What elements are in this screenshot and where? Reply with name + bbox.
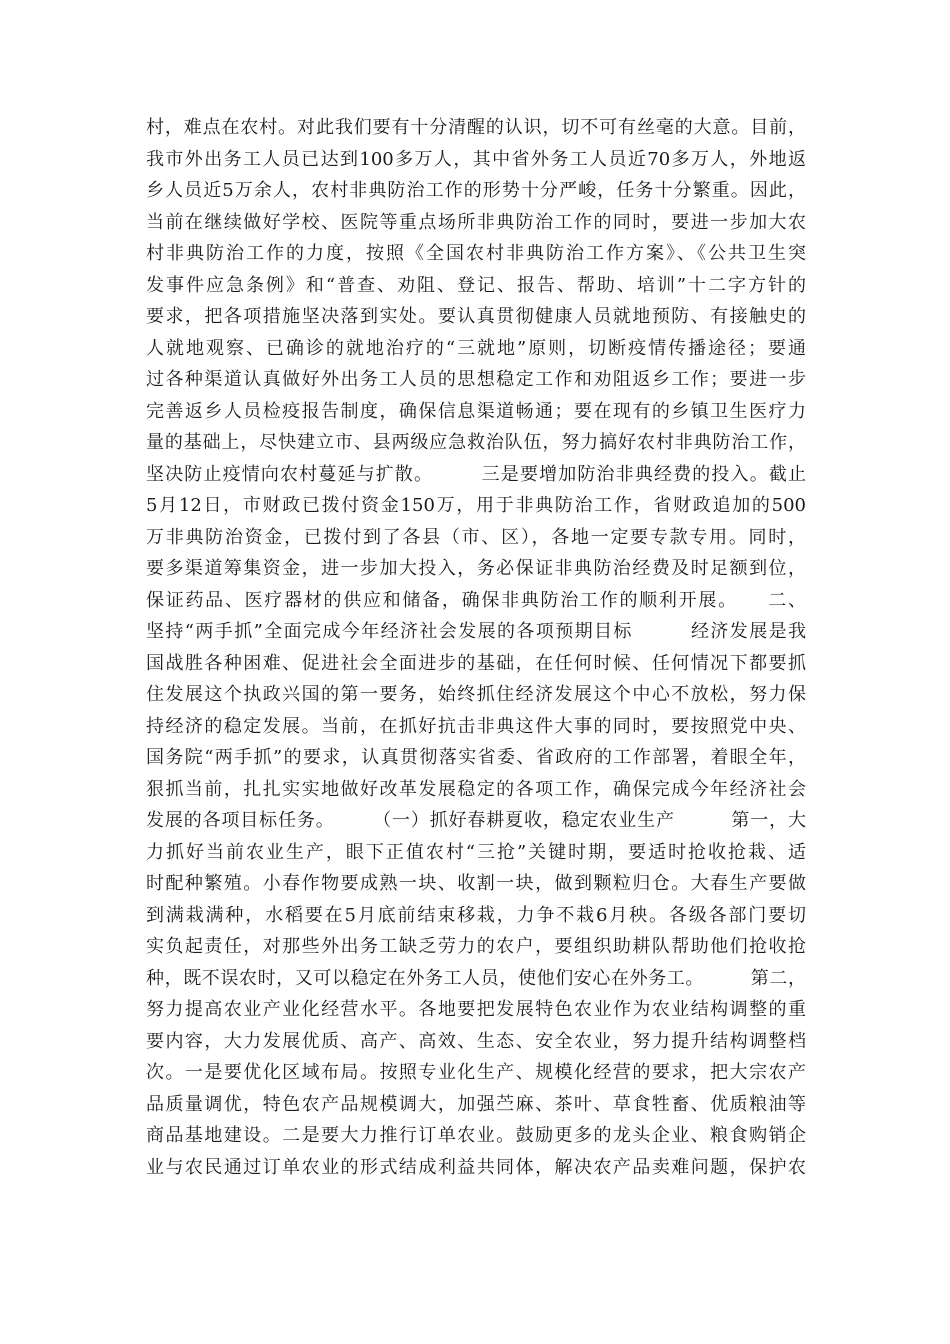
text-line: 乡人员近5万余人，农村非典防治工作的形势十分严峻，任务十分繁重。因此， [146,180,806,201]
text-line: 村，难点在农村。对此我们要有十分清醒的认识，切不可有丝毫的大意。目前， [146,117,806,138]
text-line: 村非典防治工作的力度，按照《全国农村非典防治工作方案》、《公共卫生突 [146,243,806,264]
text-line: 要内容，大力发展优质、高产、高效、生态、安全农业，努力提升结构调整档 [146,1030,806,1052]
text-line: 实负起责任，对那些外出务工缺乏劳力的农户，要组织助耕队帮助他们抢收抢 [146,936,806,957]
text-line: 业与农民通过订单农业的形式结成利益共同体，解决农产品卖难问题，保护农 [146,1156,806,1178]
text-line: 量的基础上，尽快建立市、县两级应急救治队伍，努力搞好农村非典防治工作， [146,432,806,453]
text-line: 商品基地建设。二是要大力推行订单农业。鼓励更多的龙头企业、粮食购销企 [146,1125,806,1146]
text-line: 努力提高农业产业化经营水平。各地要把发展特色农业作为农业结构调整的重 [146,999,806,1020]
text-line: 我市外出务工人员已达到100多万人，其中省外务工人员近70多万人，外地返 [146,148,806,170]
text-line: 发事件应急条例》和“普查、劝阻、登记、报告、帮助、培训”十二字方针的 [146,274,806,296]
text-line: 国战胜各种困难、促进社会全面进步的基础，在任何时候、任何情况下都要抓 [146,652,806,674]
text-line: 种，既不误农时，又可以稳定在外务工人员，使他们安心在外务工。 第二， [146,967,806,989]
text-line: 持经济的稳定发展。当前，在抓好抗击非典这件大事的同时，要按照党中央、 [146,715,806,737]
text-line: 国务院“两手抓”的要求，认真贯彻落实省委、省政府的工作部署，着眼全年， [146,747,806,768]
text-line: 坚决防止疫情向农村蔓延与扩散。 三是要增加防治非典经费的投入。截止 [146,463,806,485]
text-line: 当前在继续做好学校、医院等重点场所非典防治工作的同时，要进一步加大农 [146,211,806,233]
text-line: 万非典防治资金，已拨付到了各县（市、区），各地一定要专款专用。同时， [146,526,806,548]
text-line: 要多渠道筹集资金，进一步加大投入，务必保证非典防治经费及时足额到位， [146,558,806,579]
text-line: 狠抓当前，扎扎实实地做好改革发展稳定的各项工作，确保完成今年经济社会 [146,778,806,800]
text-line: 次。一是要优化区域布局。按照专业化生产、规模化经营的要求，把大宗农产 [146,1062,806,1083]
text-line: 坚持“两手抓”全面完成今年经济社会发展的各项预期目标 经济发展是我 [146,621,806,642]
text-line: 保证药品、医疗器材的供应和储备，确保非典防治工作的顺利开展。 二、 [146,589,806,611]
text-line: 要求，把各项措施坚决落到实处。要认真贯彻健康人员就地预防、有接触史的 [146,306,806,327]
text-line: 过各种渠道认真做好外出务工人员的思想稳定工作和劝阻返乡工作；要进一步 [146,369,806,390]
body-text [146,112,806,1183]
text-line: 人就地观察、已确诊的就地治疗的“三就地”原则，切断疫情传播途径；要通 [146,337,806,359]
text-line: 时配种繁殖。小春作物要成熟一块、收割一块，做到颗粒归仓。大春生产要做 [146,873,806,894]
text-line: 发展的各项目标任务。 （一）抓好春耕夏收，稳定农业生产 第一，大 [146,810,806,831]
text-line: 力抓好当前农业生产，眼下正值农村“三抢”关键时期，要适时抢收抢栽、适 [146,841,806,863]
text-line: 住发展这个执政兴国的第一要务，始终抓住经济发展这个中心不放松，努力保 [146,684,806,705]
text-line: 到满栽满种，水稻要在5月底前结束移栽，力争不栽6月秧。各级各部门要切 [146,904,806,926]
text-line: 5月12日，市财政已拨付资金150万，用于非典防治工作，省财政追加的500 [146,495,806,516]
text-line: 完善返乡人员检疫报告制度，确保信息渠道畅通；要在现有的乡镇卫生医疗力 [146,400,806,422]
text-line: 品质量调优，特色农产品规模调大，加强苎麻、茶叶、草食牲畜、优质粮油等 [146,1093,806,1115]
